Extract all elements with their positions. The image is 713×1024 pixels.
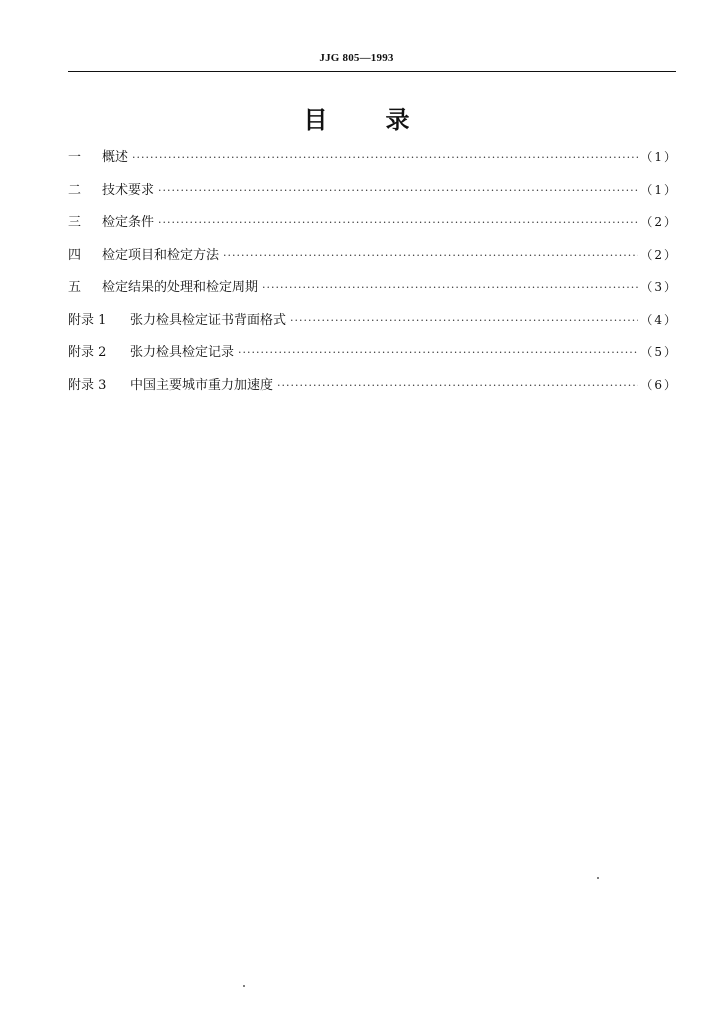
toc-entry[interactable] <box>68 341 678 374</box>
toc-list <box>68 146 678 406</box>
toc-entry-page: （1） <box>640 182 678 197</box>
scan-speck <box>243 985 245 987</box>
dot-leader <box>277 379 638 392</box>
toc-entry-page: （6） <box>640 377 678 392</box>
dot-leader <box>158 184 638 197</box>
toc-entry-page: （2） <box>640 247 678 262</box>
toc-entry-number: 四 <box>68 247 82 263</box>
dot-leader <box>262 281 638 294</box>
toc-entry-page: （3） <box>640 280 678 294</box>
toc-entry-label: 检定项目和检定方法 <box>102 247 220 263</box>
toc-entry-number: 一 <box>68 150 82 165</box>
toc-entry-number: 附录 1 <box>68 312 107 328</box>
toc-entry-page: （2） <box>640 215 678 229</box>
toc-entry-label: 概述 <box>102 150 129 165</box>
toc-entry[interactable] <box>68 179 678 212</box>
toc-entry-label: 检定条件 <box>102 215 155 230</box>
dot-leader <box>290 314 638 327</box>
dot-leader <box>238 346 638 359</box>
toc-entry-label: 张力检具检定记录 <box>130 345 235 360</box>
dot-leader <box>132 151 638 164</box>
toc-title <box>0 100 713 135</box>
toc-entry[interactable] <box>68 211 678 244</box>
scan-speck <box>597 877 599 879</box>
toc-entry-label: 检定结果的处理和检定周期 <box>102 280 259 295</box>
toc-entry-number: 附录 2 <box>68 345 107 360</box>
toc-entry-label: 技术要求 <box>102 182 155 198</box>
toc-entry-number: 五 <box>68 280 82 295</box>
toc-entry-page: （1） <box>640 150 678 164</box>
toc-entry[interactable] <box>68 276 678 309</box>
toc-entry[interactable] <box>68 244 678 277</box>
toc-title-char-1: 目 <box>303 106 328 134</box>
toc-entry-number: 二 <box>68 182 82 198</box>
toc-title-char-2: 录 <box>385 106 410 134</box>
toc-entry-page: （5） <box>640 345 678 359</box>
toc-entry[interactable] <box>68 146 678 179</box>
toc-entry-number: 附录 3 <box>68 377 107 393</box>
document-code: JJG 805—1993 <box>319 52 394 64</box>
toc-entry[interactable] <box>68 374 678 407</box>
toc-entry-number: 三 <box>68 215 82 230</box>
toc-entry[interactable] <box>68 309 678 342</box>
toc-entry-label: 张力检具检定证书背面格式 <box>130 312 287 328</box>
toc-entry-page: （4） <box>640 312 678 327</box>
toc-entry-label: 中国主要城市重力加速度 <box>130 377 274 393</box>
dot-leader <box>158 216 638 229</box>
dot-leader <box>223 249 638 262</box>
header-rule <box>68 71 676 72</box>
